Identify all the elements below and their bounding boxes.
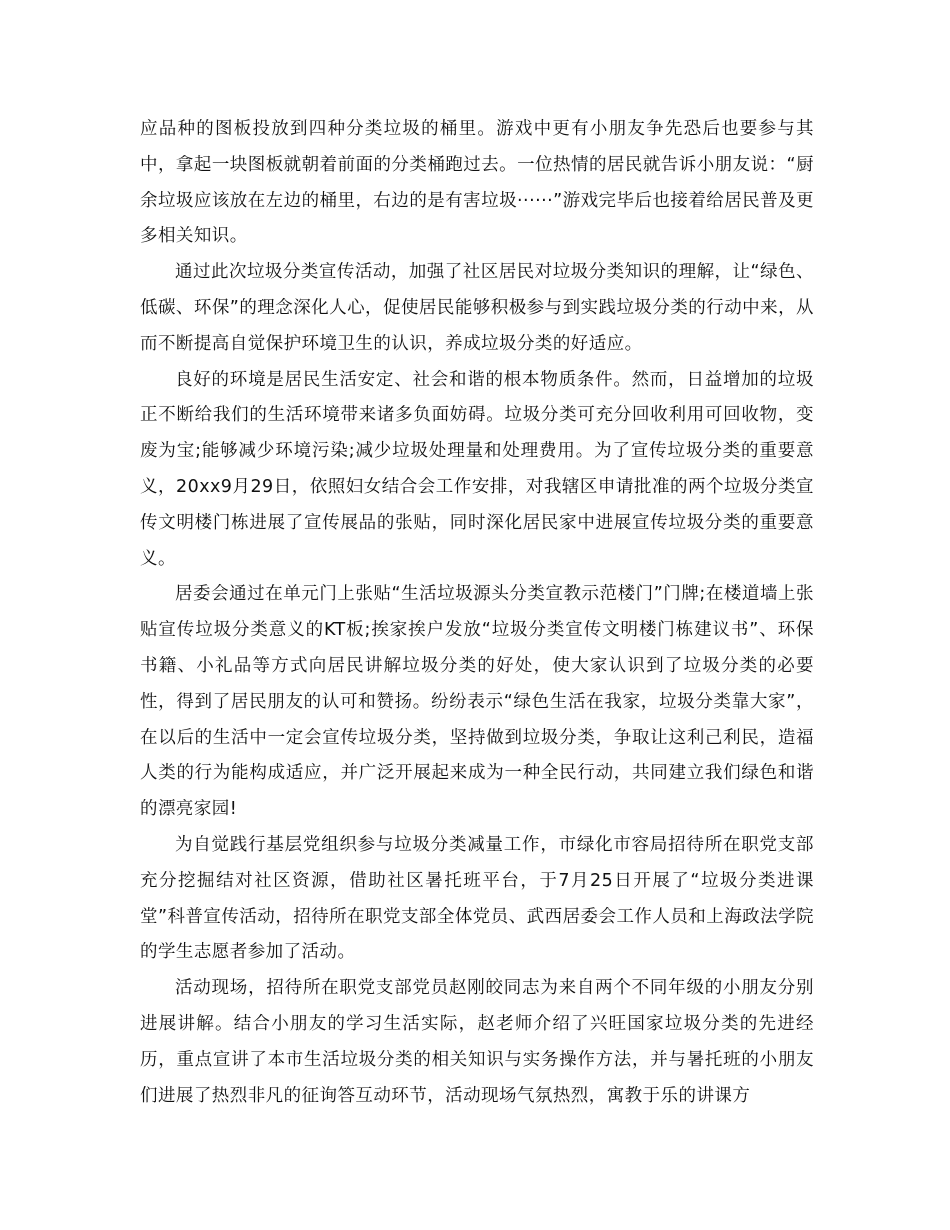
paragraph-activity-scene: 活动现场，招待所在职党支部党员赵刚皎同志为来自两个不同年级的小朋友分别进展讲解。结合小朋友的学习生活实际，赵老师介绍了兴旺国家垃圾分类的先进经历，重点宣讲了本市生活垃圾分类的相关知识与实务操作方法，并与暑托班的小朋友们进展了热烈非凡的征询答互动环节，活动现场气氛热烈，寓教于乐的讲课方: [140, 978, 814, 1106]
paragraph-continuation: 应品种的图板投放到四种分类垃圾的桶里。游戏中更有小朋友争先恐后也要参与其中，拿起一块图板就朝着前面的分类桶跑过去。一位热情的居民就告诉小朋友说：“厨余垃圾应该放在左边的桶里，右边的是有害垃圾······”游戏完毕后也接着给居民普及更多相关知识。: [140, 119, 814, 247]
paragraph-residents-committee: 居委会通过在单元门上张贴“生活垃圾源头分类宣教示范楼门”门牌;在楼道墙上张贴宣传垃圾分类意义的KT板;挨家挨户发放“垃圾分类宣传文明楼门栋建议书”、环保书籍、小礼品等方式向居民讲解垃圾分类的好处，使大家认识到了垃圾分类的必要性，得到了居民朋友的认可和赞扬。纷纷表示“绿色生活在我家，垃圾分类靠大家”，在以后的生活中一定会宣传垃圾分类，坚持做到垃圾分类，争取让这利己利民，造福人类的行为能构成适应，并广泛开展起来成为一种全民行动，共同建立我们绿色和谐的漂亮家园!: [140, 584, 814, 820]
paragraph-campaign-summary: 通过此次垃圾分类宣传活动，加强了社区居民对垃圾分类知识的理解，让“绿色、低碳、环保”的理念深化人心，促使居民能够积极参与到实践垃圾分类的行动中来，从而不断提高自觉保护环境卫生的认识，养成垃圾分类的好适应。: [140, 262, 814, 354]
paragraph-party-branch: 为自觉践行基层党组织参与垃圾分类减量工作，市绿化市容局招待所在职党支部充分挖掘结对社区资源，借助社区暑托班平台，于7月25日开展了“垃圾分类进课堂”科普宣传活动，招待所在职党支部全体党员、武西居委会工作人员和上海政法学院的学生志愿者参加了活动。: [140, 834, 814, 963]
document-body: [140, 112, 814, 1114]
paragraph-environment-importance: 良好的环境是居民生活安定、社会和谐的根本物质条件。然而，日益增加的垃圾正不断给我们的生活环境带来诸多负面妨碍。垃圾分类可充分回收利用可回收物，变废为宝;能够减少环境污染;减少垃圾处理量和处理费用。为了宣传垃圾分类的重要意义，20xx9月29日，依照妇女结合会工作安排，对我辖区申请批准的两个垃圾分类宣传文明楼门栋进展了宣传展品的张贴，同时深化居民家中进展宣传垃圾分类的重要意义。: [140, 369, 814, 569]
